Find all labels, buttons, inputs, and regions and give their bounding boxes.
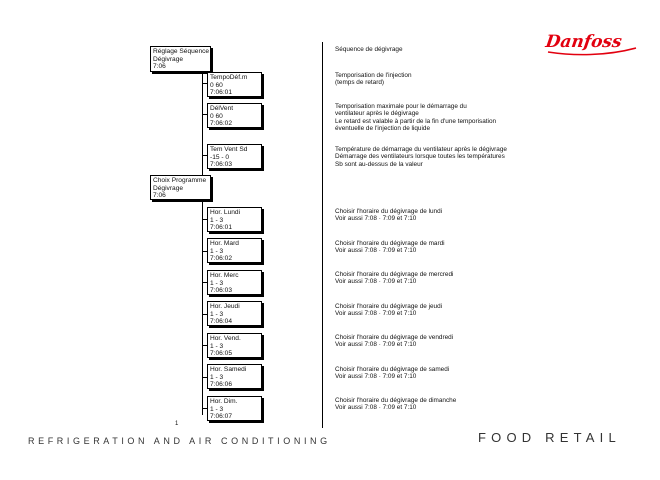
- desc-line: Choisir l'horaire du dégivrage de dimanche: [335, 397, 457, 404]
- day-range: 1 - 3: [210, 247, 224, 255]
- menu-root-code: 7:06: [153, 63, 166, 71]
- menu-sub-code: 7:06: [153, 192, 166, 200]
- param-box-tempo-def: [207, 72, 262, 97]
- desc-line: Sb sont au-dessus de la valeur: [335, 160, 423, 168]
- day-range: 1 - 3: [210, 279, 224, 287]
- day-code: 7:06:07: [210, 413, 232, 421]
- desc-line: Température de démarrage du ventilateur après le dégivrage: [335, 146, 507, 153]
- day-box-dimanche: [207, 396, 262, 421]
- desc-jeudi: [335, 303, 442, 318]
- desc-line: Choisir l'horaire du dégivrage de samedi: [335, 366, 450, 373]
- day-label: Hor. Mard: [210, 240, 239, 247]
- desc-lundi: [335, 208, 442, 223]
- desc-line: Temporisation de l'injection: [335, 72, 412, 79]
- param-label: TempoDéf.m: [210, 74, 248, 81]
- logo-text: Danfoss: [544, 32, 624, 52]
- day-code: 7:06:03: [210, 287, 232, 295]
- day-box-mardi: [207, 238, 262, 263]
- menu-sub-subtitle: Dégivrage: [153, 184, 184, 192]
- desc-line: Voir aussi 7:08 · 7:09 et 7:10: [335, 278, 417, 286]
- day-range: 1 - 3: [210, 373, 224, 381]
- day-box-vendredi: [207, 333, 262, 358]
- param-label: DélVent: [210, 105, 234, 112]
- desc-line: Voir aussi 7:08 · 7:09 et 7:10: [335, 247, 417, 255]
- desc-line: (temps de retard): [335, 79, 385, 87]
- day-range: 1 - 3: [210, 342, 224, 350]
- param-code: 7:06:02: [210, 120, 232, 128]
- day-range: 1 - 3: [210, 216, 224, 224]
- desc-sequence: [335, 46, 403, 53]
- desc-dimanche: [335, 397, 456, 412]
- day-box-mercredi: [207, 270, 262, 295]
- footer-segment-label: FOOD RETAIL: [478, 430, 621, 445]
- param-box-tem-vent: [207, 144, 262, 169]
- day-label: Hor. Vend.: [210, 335, 241, 342]
- day-label: Hor. Lundi: [210, 209, 241, 216]
- desc-mardi: [335, 240, 445, 255]
- param-code: 7:06:01: [210, 89, 232, 97]
- day-code: 7:06:04: [210, 318, 232, 326]
- day-box-samedi: [207, 364, 262, 389]
- desc-line: éventuelle de l'injection de liquide: [335, 125, 431, 133]
- param-label: Tem Vent Sd: [210, 146, 248, 153]
- day-code: 7:06:02: [210, 255, 232, 263]
- day-code: 7:06:05: [210, 350, 232, 358]
- desc-line: Voir aussi 7:08 · 7:09 et 7:10: [335, 373, 417, 381]
- desc-line: Le retard est valable à partir de la fin d'une temporisation: [335, 117, 497, 125]
- desc-line: Séquence de dégivrage: [335, 46, 403, 53]
- day-label: Hor. Samedi: [210, 366, 247, 373]
- menu-root-box: [150, 46, 211, 72]
- day-range: 1 - 3: [210, 405, 224, 413]
- footer-division-label: REFRIGERATION AND AIR CONDITIONING: [28, 436, 331, 446]
- desc-line: Choisir l'horaire du dégivrage de jeudi: [335, 303, 443, 310]
- desc-tempo-injection: [335, 72, 412, 87]
- desc-del-vent: [335, 103, 496, 133]
- desc-line: Démarrage des ventilateurs lorsque toutes les températures: [335, 153, 505, 161]
- day-box-jeudi: [207, 301, 262, 326]
- desc-line: Choisir l'horaire du dégivrage de mercredi: [335, 271, 454, 278]
- menu-sub-title: Choix Programme: [153, 177, 207, 184]
- day-code: 7:06:06: [210, 381, 232, 389]
- day-code: 7:06:01: [210, 224, 232, 232]
- tree-trunk-line: [202, 72, 203, 415]
- param-code: 7:06:03: [210, 161, 232, 169]
- desc-samedi: [335, 366, 449, 381]
- day-box-lundi: [207, 207, 262, 232]
- desc-line: Choisir l'horaire du dégivrage de lundi: [335, 208, 443, 215]
- desc-line: Choisir l'horaire du dégivrage de vendredi: [335, 334, 454, 341]
- desc-line: Voir aussi 7:08 · 7:09 et 7:10: [335, 310, 417, 318]
- param-box-del-vent: [207, 103, 262, 128]
- danfoss-logo: [544, 26, 640, 60]
- desc-vendredi: [335, 334, 453, 349]
- menu-root-title: Réglage Séquence: [153, 48, 210, 55]
- desc-line: Temporisation maximale pour le démarrage du: [335, 103, 467, 110]
- column-divider: [322, 42, 323, 428]
- desc-line: ventilateur après le dégivrage: [335, 110, 419, 118]
- day-label: Hor. Merc: [210, 272, 239, 279]
- day-label: Hor. Jeudi: [210, 303, 240, 310]
- desc-line: Choisir l'horaire du dégivrage de mardi: [335, 240, 445, 247]
- day-range: 1 - 3: [210, 310, 224, 318]
- menu-root-subtitle: Dégivrage: [153, 55, 184, 63]
- menu-sub-box: [150, 175, 211, 200]
- desc-line: Voir aussi 7:08 · 7:09 et 7:10: [335, 404, 417, 412]
- page-mark: 1: [175, 421, 179, 427]
- desc-tem-vent: [335, 146, 507, 168]
- day-label: Hor. Dim.: [210, 398, 238, 405]
- desc-line: Voir aussi 7:08 · 7:09 et 7:10: [335, 341, 417, 349]
- param-range: 0 60: [210, 112, 223, 120]
- desc-line: Voir aussi 7:08 · 7:09 et 7:10: [335, 215, 417, 223]
- desc-mercredi: [335, 271, 453, 286]
- param-range: 0 60: [210, 81, 223, 89]
- param-range: -15 - 0: [210, 153, 230, 161]
